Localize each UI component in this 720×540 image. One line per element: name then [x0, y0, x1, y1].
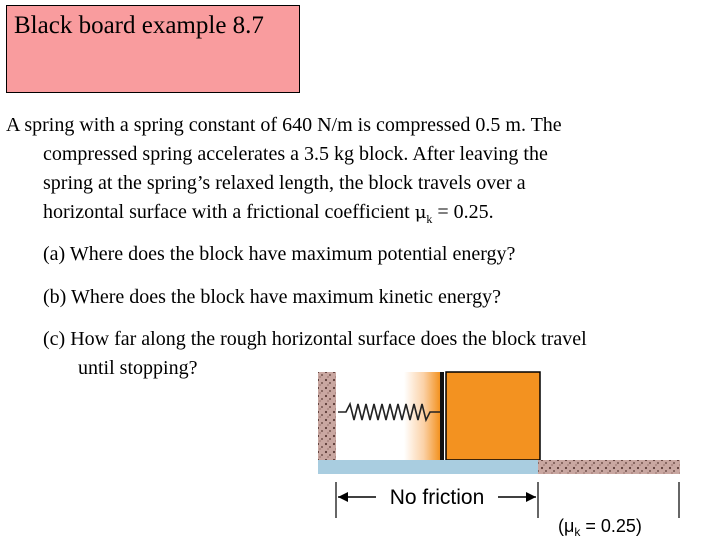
no-friction-label: No friction	[389, 486, 485, 509]
block	[446, 372, 540, 460]
slide-title: Black board example 8.7	[14, 12, 264, 39]
left-wall	[318, 372, 336, 460]
mu-label-sub: k	[574, 525, 581, 539]
question-c-line-2: until stopping?	[78, 357, 198, 379]
problem-line-4-text: horizontal surface with a frictional coefficient	[43, 201, 415, 223]
mu-symbol: μ	[414, 202, 427, 223]
problem-line-4-value: = 0.25.	[432, 201, 494, 223]
question-b: (b) Where does the block have maximum kinetic energy?	[43, 286, 501, 308]
question-a: (a) Where does the block have maximum potential energy?	[43, 243, 516, 265]
title-box	[6, 5, 300, 93]
problem-line-2: compressed spring accelerates a 3.5 kg block. After leaving the	[43, 143, 548, 165]
frictionless-floor	[318, 460, 538, 474]
arrow-left-head	[338, 492, 348, 502]
mu-label-value: = 0.25)	[580, 516, 642, 536]
mu-subscript: k	[426, 212, 433, 226]
rough-floor	[538, 460, 680, 474]
problem-line-4	[6, 198, 706, 234]
spring-plate	[440, 372, 444, 460]
mu-label-open: (μ	[558, 516, 575, 536]
question-c-line-1: (c) How far along the rough horizontal surface does the block travel	[43, 328, 587, 350]
problem-statement	[6, 111, 706, 234]
problem-line-1: A spring with a spring constant of 640 N/m is compressed 0.5 m. The	[6, 114, 562, 136]
spring-block-diagram	[316, 370, 686, 540]
friction-coefficient-label	[558, 516, 642, 539]
arrow-right-head	[526, 492, 536, 502]
problem-line-3: spring at the spring’s relaxed length, the block travels over a	[43, 172, 526, 194]
